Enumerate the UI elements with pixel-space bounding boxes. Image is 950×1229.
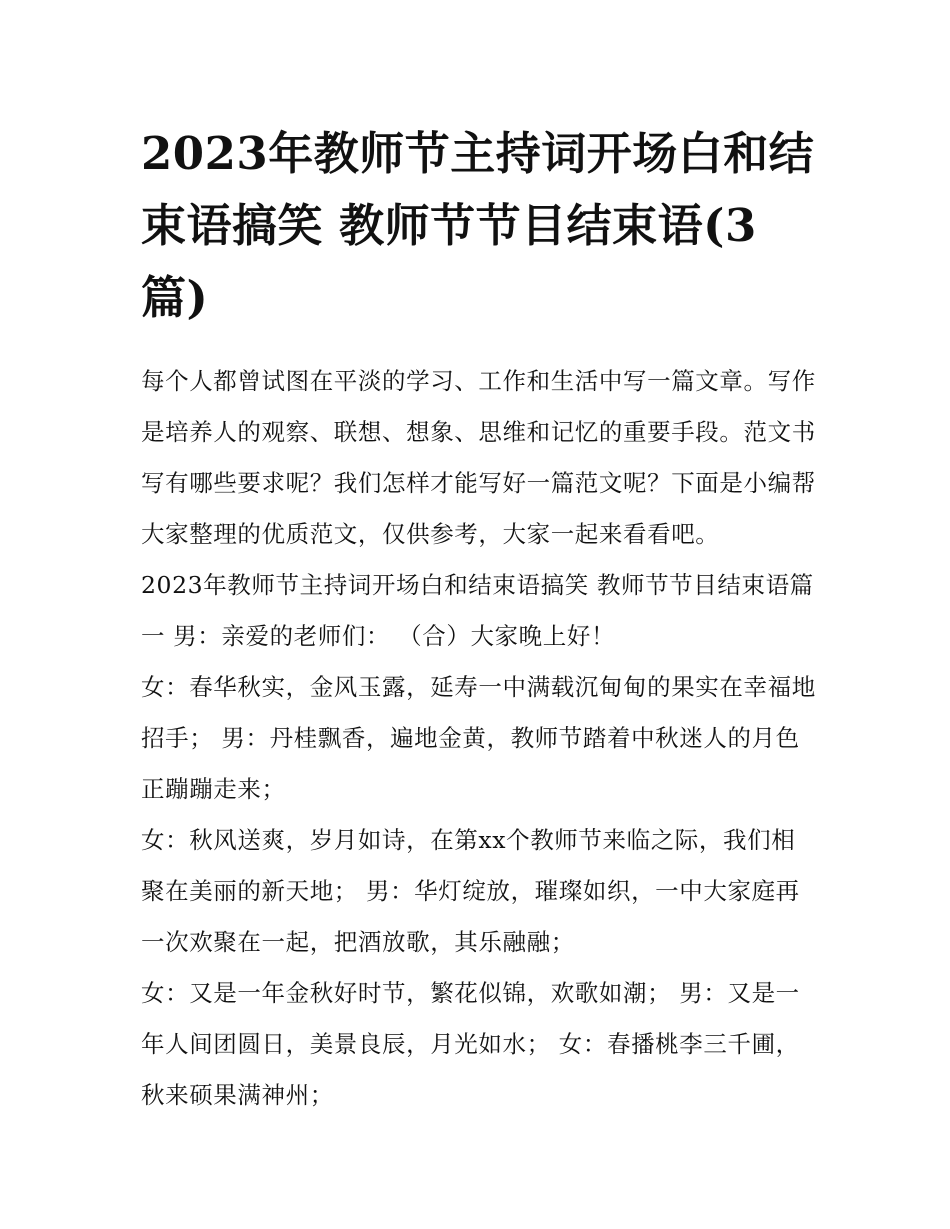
paragraph-heading: 2023年教师节主持词开场白和结束语搞笑 教师节节目结束语篇一 男：亲爱的老师们： （合）大家晚上好！ bbox=[141, 571, 814, 650]
paragraph-3: 女：又是一年金秋好时节，繁花似锦，欢歌如潮； 男：又是一年人间团圆日，美景良辰，月光如水； 女：春播桃李三千圃，秋来硕果满神州； bbox=[141, 979, 800, 1109]
document-title: 2023年教师节主持词开场白和结束语搞笑 教师节节目结束语(3篇) bbox=[141, 127, 815, 324]
paragraph-1: 女：春华秋实，金风玉露，延寿一中满载沉甸甸的果实在幸福地招手； 男：丹桂飘香，遍地金黄，教师节踏着中秋迷人的月色正蹦蹦走来； bbox=[141, 673, 816, 803]
paragraph-intro: 每个人都曾试图在平淡的学习、工作和生活中写一篇文章。写作是培养人的观察、联想、想象、思维和记忆的重要手段。范文书写有哪些要求呢？我们怎样才能写好一篇范文呢？下面是小编帮大家整理的优质范文，仅供参考，大家一起来看看吧。 bbox=[141, 367, 816, 548]
document-content bbox=[141, 118, 816, 1121]
paragraph-2: 女：秋风送爽，岁月如诗，在第xx个教师节来临之际，我们相聚在美丽的新天地； 男：华灯绽放，璀璨如织，一中大家庭再一次欢聚在一起，把酒放歌，其乐融融； bbox=[141, 826, 800, 956]
document-body bbox=[141, 356, 816, 1121]
